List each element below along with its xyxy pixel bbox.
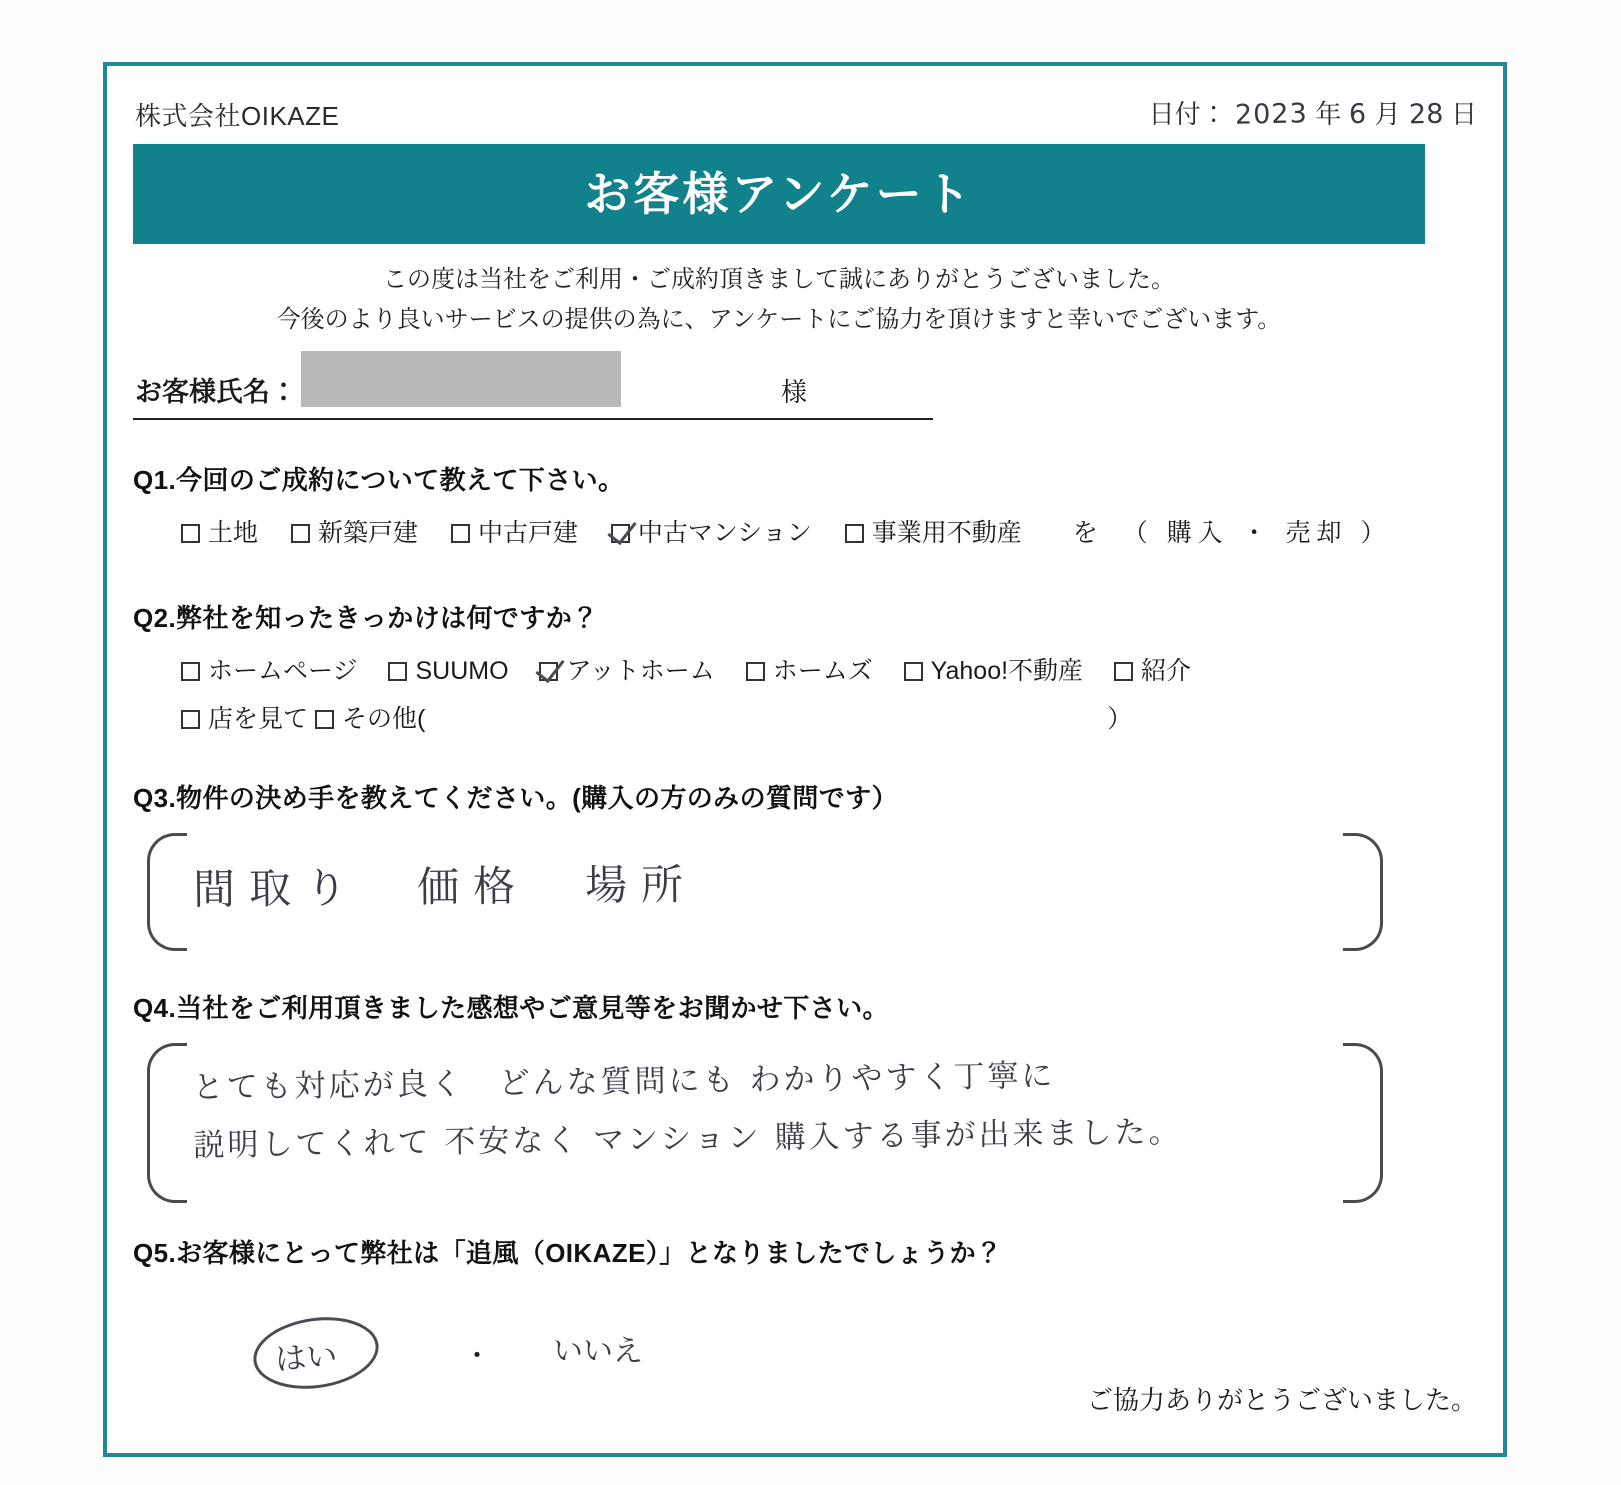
q2-option-label-4: Yahoo!不動産 (930, 657, 1084, 685)
q1-options (133, 513, 1425, 549)
q5-option-no[interactable]: いいえ (553, 1334, 643, 1369)
date-year-value: 2023 (1234, 98, 1308, 131)
checkbox-icon[interactable] (746, 662, 765, 681)
q2-option-homepage[interactable] (181, 651, 358, 687)
checkbox-icon[interactable] (291, 524, 310, 543)
q2-option-mise[interactable] (181, 705, 308, 733)
date-day-unit: 日 (1450, 99, 1477, 129)
q1-option-jigyoyo[interactable] (845, 513, 1022, 549)
q2-option-yahoo[interactable] (904, 651, 1083, 687)
q1-option-shinchiku[interactable] (291, 513, 418, 549)
q2-option-homes[interactable] (746, 651, 873, 687)
checkbox-icon[interactable] (1114, 662, 1133, 681)
page-title: お客様アンケート (584, 168, 974, 220)
q2-title: Q2.弊社を知ったきっかけは何ですか？ (133, 603, 599, 633)
q2-option-athome[interactable] (539, 651, 714, 687)
date-year-unit: 年 (1315, 99, 1342, 129)
lead-line-1: この度は当社をご利用・ご成約頂きまして誠にありがとうございました。 (383, 266, 1175, 293)
bracket-right (1343, 833, 1383, 951)
q2-option-label-2: アットホーム (566, 657, 715, 685)
checkbox-icon[interactable] (181, 662, 200, 681)
q3-title: Q3.物件の決め手を教えてください。(購入の方のみの質問です） (133, 783, 898, 813)
q2-options-row2 (133, 699, 1425, 735)
date-month-value: 6 (1349, 98, 1367, 131)
question-q5 (133, 1233, 1425, 1396)
customer-name-suffix: 様 (781, 377, 808, 407)
q1-option-label-2: 中古戸建 (477, 519, 578, 547)
q4-answer-box[interactable] (133, 1043, 1383, 1203)
q4-title: Q4.当社をご利用頂きました感想やご意見等をお聞かせ下さい。 (133, 993, 889, 1023)
q2-option-shokai[interactable] (1114, 651, 1191, 687)
checkbox-icon[interactable] (904, 662, 923, 681)
q1-option-label-0: 土地 (208, 519, 259, 547)
date-field (1149, 94, 1477, 131)
q5-yes-label: はい (274, 1337, 339, 1379)
q2-option-label-5: 紹介 (1141, 657, 1192, 685)
q1-purchase-sale-choice[interactable]: （ 購入 ・ 売却 ） (1122, 519, 1392, 547)
checkbox-checked-icon[interactable] (539, 662, 558, 681)
q1-option-chuko-kodate[interactable] (451, 513, 578, 549)
q2-option-other[interactable] (315, 705, 425, 733)
q1-option-tochi[interactable] (181, 513, 258, 549)
q1-option-label-1: 新築戸建 (317, 519, 418, 547)
q1-option-label-3: 中古マンション (637, 519, 812, 547)
checkbox-icon[interactable] (315, 710, 334, 729)
date-month-unit: 月 (1374, 99, 1401, 129)
q2-option-label-6: 店を見て (208, 705, 309, 733)
q2-option-label-1: SUUMO (415, 657, 509, 685)
q3-answer-box[interactable] (133, 833, 1383, 951)
bracket-right (1343, 1043, 1383, 1203)
customer-name-label: お客様氏名： (135, 377, 297, 407)
question-q2 (133, 598, 1425, 735)
checkbox-icon[interactable] (845, 524, 864, 543)
q5-option-yes[interactable] (253, 1318, 383, 1384)
question-q4 (133, 988, 1425, 1203)
bracket-left (147, 833, 187, 951)
survey-content (133, 88, 1477, 1438)
bracket-left (147, 1043, 187, 1203)
question-q3 (133, 778, 1425, 951)
q1-option-chuko-mansion[interactable] (611, 513, 812, 549)
checkbox-checked-icon[interactable] (611, 524, 630, 543)
q3-answer-text: 間取り 価格 場所 (192, 859, 698, 914)
checkbox-icon[interactable] (451, 524, 470, 543)
q1-option-label-4: 事業用不動産 (871, 519, 1022, 547)
checkbox-icon[interactable] (181, 524, 200, 543)
q2-other-close-paren: ） (1107, 705, 1133, 733)
q2-option-label-3: ホームズ (772, 657, 873, 685)
footer-thanks: ご協力ありがとうございました。 (1086, 1385, 1477, 1415)
checkbox-icon[interactable] (388, 662, 407, 681)
q5-title: Q5.お客様にとって弊社は「追風（OIKAZE）」となりましたでしょうか？ (133, 1238, 1003, 1268)
customer-name-underline (133, 418, 933, 420)
checkbox-icon[interactable] (181, 710, 200, 729)
q4-answer-text (192, 1043, 1324, 1175)
q2-options-row1 (133, 651, 1425, 687)
q2-option-label-0: ホームページ (208, 657, 358, 685)
q4-answer-line-2: 説明してくれて 不安なく マンション 購入する事が出来ました。 (193, 1114, 1183, 1164)
customer-name-row (133, 360, 1425, 420)
question-q1 (133, 460, 1425, 549)
q4-answer-line-1: とても対応が良く どんな質問にも わかりやすく丁寧に (192, 1057, 1056, 1106)
date-day-value: 28 (1408, 98, 1444, 131)
redaction-block (301, 351, 621, 407)
company-name: 株式会社OIKAZE (135, 101, 340, 131)
q2-option-suumo[interactable] (388, 657, 508, 686)
date-label: 日付： (1148, 99, 1227, 129)
q1-tail-text: を (1072, 519, 1098, 547)
q1-title: Q1.今回のご成約について教えて下さい。 (133, 465, 625, 495)
lead-line-2: 今後のより良いサービスの提供の為に、アンケートにご協力を頂けますと幸いでございます。 (276, 306, 1282, 333)
header-row (133, 88, 1477, 138)
q2-option-label-7: その他( (341, 705, 426, 733)
title-banner (133, 144, 1425, 244)
q5-separator: ・ (463, 1340, 492, 1371)
lead-paragraph (133, 260, 1425, 340)
